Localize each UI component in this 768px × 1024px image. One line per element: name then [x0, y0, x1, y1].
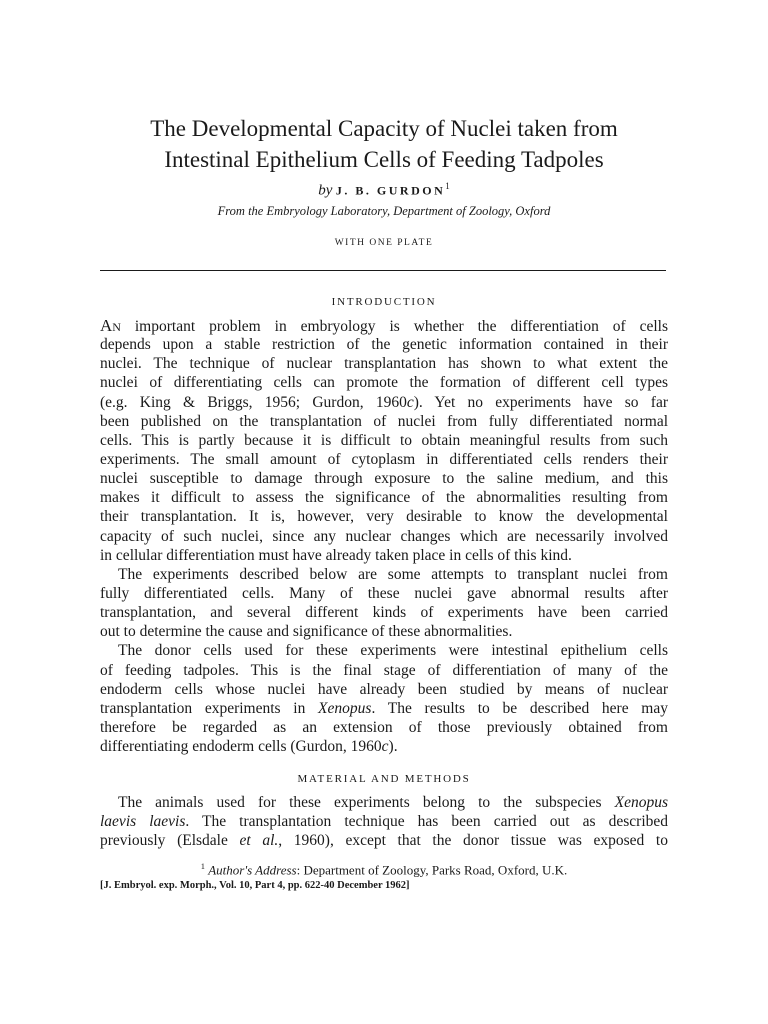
intro-p1-line: their transplantation. It is, however, very desirable to know the developmental: [100, 508, 668, 526]
footnote-mark: 1: [200, 861, 205, 871]
methods-line: The animals used for these experiments belong to the subspecies Xenopus: [118, 794, 668, 811]
intro-p1-line: nuclei of differentiating cells can promote the formation of different cell types: [100, 374, 668, 392]
intro-p3-line: therefore be regarded as an extension of those previously obtained from: [100, 718, 668, 736]
title-line-2: Intestinal Epithelium Cells of Feeding Tadpoles: [164, 147, 604, 172]
journal-citation: [J. Embryol. exp. Morph., Vol. 10, Part 4, pp. 622-40 December 1962]: [100, 880, 410, 891]
intro-p1-line: nuclei. The technique of nuclear transplantation has shown to what extent the: [100, 355, 668, 373]
byline-by: by: [318, 182, 333, 199]
intro-p1-line: (e.g. King & Briggs, 1956; Gurdon, 1960c). Yet no experiments have so far: [100, 393, 668, 411]
intro-p3-line: endoderm cells whose nuclei have already been studied by means of nuclear: [100, 680, 668, 698]
intro-p1-line: nuclei susceptible to damage through exposure to the saline medium, and this: [100, 470, 668, 488]
intro-p3-line: The donor cells used for these experiments were intestinal epithelium cells: [118, 642, 668, 660]
title-line-1: The Developmental Capacity of Nuclei taken from: [150, 116, 618, 141]
intro-p1-line-1: [100, 316, 668, 335]
intro-p2-line: The experiments described below are some attempts to transplant nuclei from: [118, 565, 668, 583]
dropcap-letter: A: [100, 316, 113, 335]
intro-p1-line: experiments. The small amount of cytoplasm in differentiated cells renders their: [100, 450, 668, 468]
intro-p3-line: differentiating endoderm cells (Gurdon, 1960c).: [100, 738, 398, 756]
author-address-footnote: [0, 861, 768, 878]
footnote-text: : Department of Zoology, Parks Road, Oxford, U.K.: [296, 862, 568, 878]
introduction-heading: INTRODUCTION: [331, 296, 437, 308]
intro-p2-line: fully differentiated cells. Many of these nuclei gave abnormal results after: [100, 584, 668, 602]
first-word-rest: N: [112, 320, 121, 334]
intro-p1-line: in cellular differentiation must have already taken place in cells of this kind.: [100, 546, 572, 564]
intro-p1-line: makes it difficult to assess the significance of the abnormalities resulting from: [100, 489, 668, 507]
intro-p3-line: of feeding tadpoles. This is the final stage of differentiation of many of the: [100, 661, 668, 679]
intro-p2-line: out to determine the cause and significance of these abnormalities.: [100, 623, 513, 641]
methods-body: [100, 793, 668, 850]
plate-note: WITH ONE PLATE: [334, 238, 434, 248]
intro-p1-line: depends upon a stable restriction of the genetic information contained in their: [100, 336, 668, 354]
intro-p1-line-1-rest: important problem in embryology is whether the differentiation of cells: [120, 318, 668, 335]
methods-line: previously (Elsdale et al., 1960), except that the donor tissue was exposed to: [100, 832, 668, 850]
methods-line: laevis laevis. The transplantation technique has been carried out as described: [100, 813, 669, 831]
intro-p1-line: cells. This is partly because it is difficult to obtain meaningful results from such: [100, 431, 668, 449]
paper-title: [60, 113, 708, 175]
intro-p2-line: transplantation, and several different kinds of experiments have been carried: [100, 604, 668, 622]
intro-p1-line: capacity of such nuclei, since any nuclear changes which are necessarily involved: [100, 527, 668, 545]
footnote-label: Author's Address: [208, 862, 297, 878]
title-rule: [100, 270, 666, 271]
introduction-body: [100, 316, 668, 756]
author-byline: [0, 181, 768, 200]
intro-p1-line: been published on the transplantation of nuclei from fully differentiated normal: [100, 412, 668, 430]
author-footnote-mark: 1: [445, 181, 450, 191]
methods-heading: MATERIAL AND METHODS: [297, 773, 471, 785]
author-name: J. B. GURDON: [335, 183, 446, 198]
author-affiliation: From the Embryology Laboratory, Department of Zoology, Oxford: [217, 204, 551, 218]
intro-p3-line: transplantation experiments in Xenopus. The results to be described here may: [100, 699, 668, 717]
